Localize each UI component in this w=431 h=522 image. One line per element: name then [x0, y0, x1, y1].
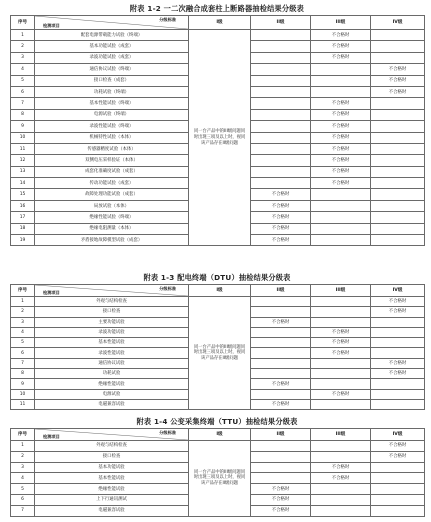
row-level-4: 不合格时	[371, 358, 425, 368]
row-level-3	[311, 369, 371, 379]
row-level-2	[251, 369, 311, 379]
row-number: 7	[11, 98, 35, 109]
row-number: 3	[11, 317, 35, 327]
row-level-2	[251, 143, 311, 154]
row-number: 2	[11, 41, 35, 52]
row-level-3: 不合格时	[311, 338, 371, 348]
row-level-4	[371, 178, 425, 189]
row-level-4: 不合格时	[371, 451, 425, 462]
row-test-item: 基本功能试验（成套）	[35, 41, 189, 52]
row-number: 2	[11, 307, 35, 317]
row-test-item: 矛盾接地故障模型试验（成套）	[35, 235, 189, 246]
row-level-2	[251, 473, 311, 484]
row-level-4: 不合格时	[371, 75, 425, 86]
row-test-item: 接口检查（成套）	[35, 75, 189, 86]
row-level-4	[371, 223, 425, 234]
row-number: 14	[11, 178, 35, 189]
row-level-3	[311, 441, 371, 452]
grading-table	[10, 284, 425, 410]
row-test-item: 机械特性试验（本体）	[35, 132, 189, 143]
row-level-2	[251, 348, 311, 358]
row-level-2	[251, 75, 311, 86]
row-number: 10	[11, 132, 35, 143]
row-number: 4	[11, 473, 35, 484]
row-level-2	[251, 327, 311, 337]
row-number: 5	[11, 75, 35, 86]
row-test-item: 外观与结构检查	[35, 297, 189, 307]
row-level-3: 不合格时	[311, 473, 371, 484]
row-number: 5	[11, 484, 35, 495]
header-level-2: II级	[251, 429, 311, 441]
row-level-2	[251, 358, 311, 368]
row-level-4	[371, 462, 425, 473]
row-level-2: 不合格时	[251, 317, 311, 327]
row-number: 1	[11, 30, 35, 41]
row-level-3: 不合格时	[311, 143, 371, 154]
header-seq: 序号	[11, 429, 35, 441]
row-level-3: 不合格时	[311, 30, 371, 41]
header-level-3: III级	[311, 16, 371, 30]
row-level-4	[371, 212, 425, 223]
table-row	[11, 297, 425, 307]
table-title: 附表 1-3 配电终端（DTU）抽检结果分级表	[143, 273, 291, 282]
row-number: 3	[11, 462, 35, 473]
row-test-item: 绝缘性能试验（终端）	[35, 212, 189, 223]
row-test-item: 绝缘性能试验	[35, 484, 189, 495]
row-level-2	[251, 166, 311, 177]
row-level-2	[251, 86, 311, 97]
table-row	[11, 441, 425, 452]
row-level-3	[311, 494, 371, 505]
row-level-2	[251, 30, 311, 41]
table-section-1-4	[10, 416, 424, 517]
row-level-4	[371, 389, 425, 399]
row-number: 15	[11, 189, 35, 200]
row-test-item: 主要功能试验	[35, 317, 189, 327]
row-number: 6	[11, 348, 35, 358]
row-level-3: 不合格时	[311, 155, 371, 166]
header-level-4: IV级	[371, 16, 425, 30]
row-level-4: 不合格时	[371, 441, 425, 452]
header-level-4: IV级	[371, 285, 425, 297]
row-level-3	[311, 484, 371, 495]
row-number: 1	[11, 297, 35, 307]
row-test-item: 功耗试验	[35, 369, 189, 379]
row-level-3	[311, 297, 371, 307]
row-number: 8	[11, 109, 35, 120]
row-level-3	[311, 307, 371, 317]
row-test-item: 基本性能试验（终端）	[35, 98, 189, 109]
row-test-item: 传感器精度试验（本体）	[35, 143, 189, 154]
row-level-3	[311, 64, 371, 75]
row-level-2	[251, 451, 311, 462]
row-level-3: 不合格时	[311, 132, 371, 143]
row-level-4	[371, 200, 425, 211]
row-level-4	[371, 109, 425, 120]
row-test-item: 成套化准确度试验（成套）	[35, 166, 189, 177]
header-item-left: 检测项目	[43, 290, 60, 295]
grading-table	[10, 428, 425, 517]
row-level-4	[371, 473, 425, 484]
table-section-1-3	[10, 272, 424, 410]
row-test-item: 电源试验（终端）	[35, 109, 189, 120]
row-test-item: 基本性能试验	[35, 473, 189, 484]
row-level-2	[251, 98, 311, 109]
row-level-2: 不合格时	[251, 484, 311, 495]
row-level-4: 不合格时	[371, 86, 425, 97]
header-level-1: I级	[189, 429, 251, 441]
header-item-left: 检测项目	[43, 434, 60, 439]
header-seq: 序号	[11, 16, 35, 30]
row-level-2: 不合格时	[251, 189, 311, 200]
row-level-4: 不合格时	[371, 64, 425, 75]
row-level-2	[251, 121, 311, 132]
row-level-3: 不合格时	[311, 41, 371, 52]
row-test-item: 传动功能试验（成套）	[35, 178, 189, 189]
row-number: 3	[11, 52, 35, 63]
header-item-right: 分级标准	[159, 17, 176, 22]
row-test-item: 基本功能试验	[35, 462, 189, 473]
row-level-4	[371, 484, 425, 495]
row-level-3: 不合格时	[311, 52, 371, 63]
header-level-2: II级	[251, 16, 311, 30]
row-test-item: 局放试验（本体）	[35, 200, 189, 211]
row-number: 8	[11, 369, 35, 379]
row-test-item: 接口检查	[35, 307, 189, 317]
row-test-item: 接口检查	[35, 451, 189, 462]
row-level-4	[371, 399, 425, 409]
header-row	[11, 429, 425, 441]
header-level-3: III级	[311, 429, 371, 441]
header-item-right: 分级标准	[159, 430, 176, 435]
table-title: 附表 1-4 公变采集终端（TTU）抽检结果分级表	[136, 417, 298, 426]
row-level-2: 不合格时	[251, 212, 311, 223]
header-level-2: II级	[251, 285, 311, 297]
row-level-2	[251, 307, 311, 317]
row-test-item: 故障处理功能试验（成套）	[35, 189, 189, 200]
row-level-4	[371, 166, 425, 177]
row-number: 9	[11, 121, 35, 132]
row-level-3	[311, 235, 371, 246]
row-level-2: 不合格时	[251, 379, 311, 389]
row-level-4	[371, 327, 425, 337]
grading-table	[10, 15, 425, 246]
level-1-criteria: 同一台产品中的III级问题同时出现三项及以上时，视同该产品存在II级问题	[189, 297, 251, 410]
row-test-item: 配套电源带载能力试验（终端）	[35, 30, 189, 41]
row-level-4	[371, 143, 425, 154]
row-number: 7	[11, 358, 35, 368]
row-level-3	[311, 358, 371, 368]
row-number: 1	[11, 441, 35, 452]
row-number: 13	[11, 166, 35, 177]
header-item-left: 检测项目	[43, 23, 60, 28]
row-test-item: 绝缘电阻测量（本体）	[35, 223, 189, 234]
row-level-4	[371, 235, 425, 246]
row-number: 5	[11, 338, 35, 348]
row-level-4: 不合格时	[371, 297, 425, 307]
row-number: 11	[11, 143, 35, 154]
row-level-4	[371, 494, 425, 505]
row-level-4	[371, 189, 425, 200]
header-item-diagonal	[35, 429, 189, 441]
row-level-3: 不合格时	[311, 348, 371, 358]
row-level-4	[371, 41, 425, 52]
table-section-1-2	[10, 3, 424, 246]
row-level-2: 不合格时	[251, 223, 311, 234]
row-test-item: 通信协议试验（终端）	[35, 64, 189, 75]
table-title: 附表 1-2 一二次融合成套柱上断路器抽检结果分级表	[129, 4, 305, 13]
row-level-2	[251, 338, 311, 348]
row-test-item: 电磁兼容试验	[35, 399, 189, 409]
row-level-4	[371, 132, 425, 143]
row-number: 19	[11, 235, 35, 246]
row-level-2	[251, 389, 311, 399]
row-level-4	[371, 30, 425, 41]
row-level-3	[311, 399, 371, 409]
row-level-2: 不合格时	[251, 235, 311, 246]
row-test-item: 录波功能试验（成套）	[35, 52, 189, 63]
header-item-diagonal	[35, 16, 189, 30]
row-level-3	[311, 200, 371, 211]
row-level-4	[371, 98, 425, 109]
header-seq: 序号	[11, 285, 35, 297]
row-level-2	[251, 155, 311, 166]
header-level-4: IV级	[371, 429, 425, 441]
row-test-item: 基本性能试验	[35, 338, 189, 348]
row-level-3: 不合格时	[311, 121, 371, 132]
row-level-2	[251, 462, 311, 473]
row-level-2	[251, 41, 311, 52]
row-level-4: 不合格时	[371, 369, 425, 379]
row-test-item: 电源试验	[35, 389, 189, 399]
row-level-3	[311, 223, 371, 234]
row-test-item: 绝缘性能试验	[35, 379, 189, 389]
row-level-2	[251, 297, 311, 307]
row-number: 9	[11, 379, 35, 389]
row-level-4	[371, 348, 425, 358]
row-level-3: 不合格时	[311, 98, 371, 109]
row-test-item: 录波性能试验（终端）	[35, 121, 189, 132]
header-item-diagonal	[35, 285, 189, 297]
row-number: 17	[11, 212, 35, 223]
row-level-2	[251, 441, 311, 452]
row-number: 11	[11, 399, 35, 409]
row-number: 2	[11, 451, 35, 462]
row-level-3: 不合格时	[311, 462, 371, 473]
row-level-4	[371, 121, 425, 132]
row-test-item: 录波功能试验	[35, 327, 189, 337]
row-level-2	[251, 109, 311, 120]
row-level-4	[371, 317, 425, 327]
row-level-4	[371, 379, 425, 389]
row-level-3: 不合格时	[311, 178, 371, 189]
row-level-4	[371, 505, 425, 516]
header-row	[11, 16, 425, 30]
row-level-3	[311, 379, 371, 389]
row-level-3	[311, 505, 371, 516]
row-number: 4	[11, 327, 35, 337]
header-level-1: I级	[189, 285, 251, 297]
row-level-3	[311, 189, 371, 200]
row-test-item: 功耗试验（终端）	[35, 86, 189, 97]
row-level-3	[311, 75, 371, 86]
row-test-item: 电磁兼容试验	[35, 505, 189, 516]
row-level-3: 不合格时	[311, 327, 371, 337]
row-level-2	[251, 64, 311, 75]
row-level-3	[311, 317, 371, 327]
row-level-3: 不合格时	[311, 109, 371, 120]
row-level-2	[251, 132, 311, 143]
row-level-4	[371, 52, 425, 63]
row-level-3: 不合格时	[311, 166, 371, 177]
row-test-item: 录波性能试验	[35, 348, 189, 358]
header-level-3: III级	[311, 285, 371, 297]
row-level-3	[311, 86, 371, 97]
row-level-2: 不合格时	[251, 200, 311, 211]
row-level-2: 不合格时	[251, 494, 311, 505]
row-level-3	[311, 212, 371, 223]
level-1-criteria: 同一台产品中的III级问题同时出现三项及以上时，视同该产品存在II级问题	[189, 441, 251, 517]
header-row	[11, 285, 425, 297]
row-number: 4	[11, 64, 35, 75]
row-level-4	[371, 338, 425, 348]
row-test-item: 通信协议试验	[35, 358, 189, 368]
row-number: 16	[11, 200, 35, 211]
header-level-1: I级	[189, 16, 251, 30]
row-test-item: 外观与结构检查	[35, 441, 189, 452]
row-level-2: 不合格时	[251, 399, 311, 409]
row-level-3: 不合格时	[311, 389, 371, 399]
row-level-4: 不合格时	[371, 307, 425, 317]
row-number: 12	[11, 155, 35, 166]
row-test-item: 上下行通讯测试	[35, 494, 189, 505]
row-number: 6	[11, 86, 35, 97]
row-number: 10	[11, 389, 35, 399]
row-level-2	[251, 52, 311, 63]
row-level-2: 不合格时	[251, 505, 311, 516]
row-number: 18	[11, 223, 35, 234]
row-level-2	[251, 178, 311, 189]
table-row	[11, 30, 425, 41]
row-level-3	[311, 451, 371, 462]
level-1-criteria: 同一台产品中的III级问题同时出现三项及以上时，视同该产品存在II级问题	[189, 30, 251, 246]
row-test-item: 双侧电压采样验证（本体）	[35, 155, 189, 166]
row-level-4	[371, 155, 425, 166]
row-number: 7	[11, 505, 35, 516]
row-number: 6	[11, 494, 35, 505]
header-item-right: 分级标准	[159, 286, 176, 291]
